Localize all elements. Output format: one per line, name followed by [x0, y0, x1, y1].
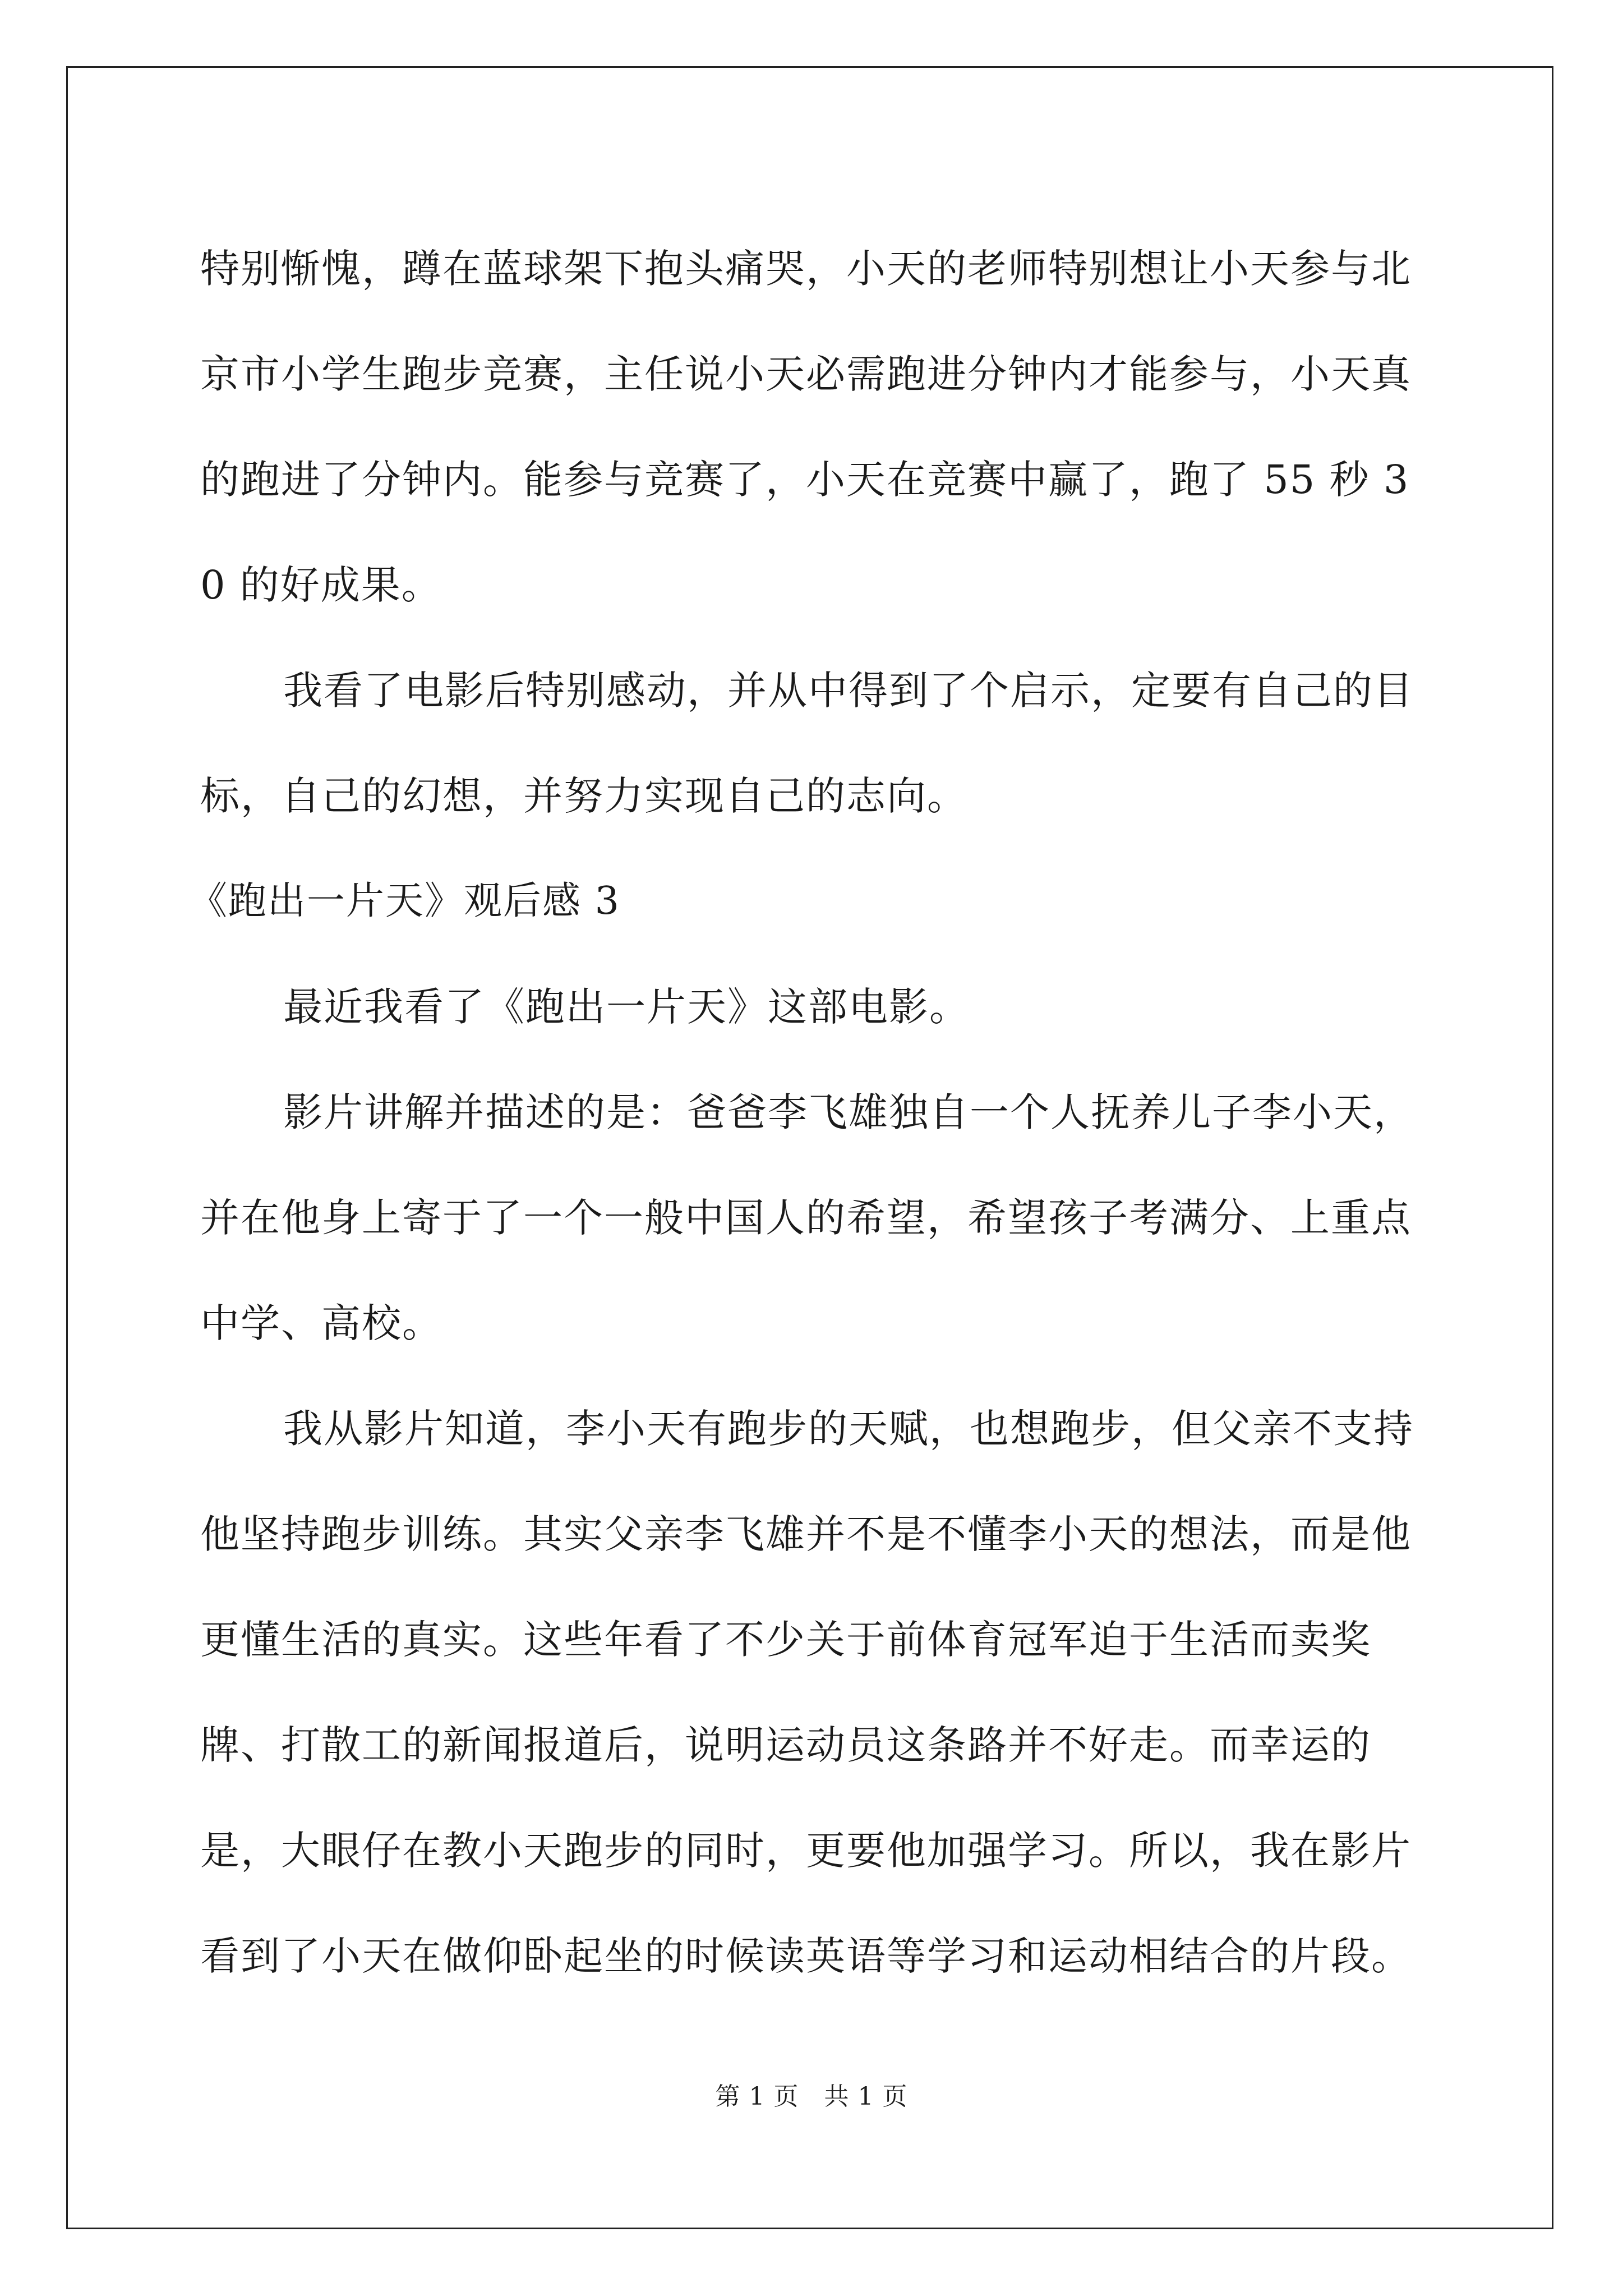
page-number: 第 1 页 [715, 2082, 799, 2111]
page-total: 共 1 页 [824, 2082, 908, 2111]
paragraph-intro: 最近我看了《跑出一片天》这部电影。 [283, 984, 970, 1030]
paragraph-plot: 影片讲解并描述的是：爸爸李飞雄独自一个人抚养儿子李小天，并在他身上寄于了一个一般中国人的希望，希望孩子考满分、上重点中学、高校。 [200, 1089, 1414, 1346]
paragraph-reflection: 我看了电影后特别感动，并从中得到了个启示，定要有自己的目标，自己的幻想，并努力实现自己的志向。 [200, 668, 1414, 819]
paragraph-continued: 特别惭愧，蹲在蓝球架下抱头痛哭，小天的老师特别想让小天参与北京市小学生跑步竞赛，主任说小天必需跑进分钟内才能参与，小天真的跑进了分钟内。能参与竞赛了，小天在竞赛中赢了，跑了 55 秒 30 的好成果。 [200, 246, 1412, 608]
page-footer [0, 2080, 1623, 2114]
paragraph-analysis: 我从影片知道，李小天有跑步的天赋，也想跑步，但父亲不支持他坚持跑步训练。其实父亲李飞雄并不是不懂李小天的想法，而是他更懂生活的真实。这些年看了不少关于前体育冠军迫于生活而卖奖牌、打散工的新闻报道后，说明运动员这条路并不好走。而幸运的是，大眼仔在教小天跑步的同时，更要他加强学习。所以，我在影片看到了小天在做仰卧起坐的时候读英语等学习和运动相结合的片段。 [200, 1406, 1414, 1979]
document-body [189, 216, 1417, 2009]
section-heading: 《跑出一片天》观后感 3 [189, 879, 620, 923]
